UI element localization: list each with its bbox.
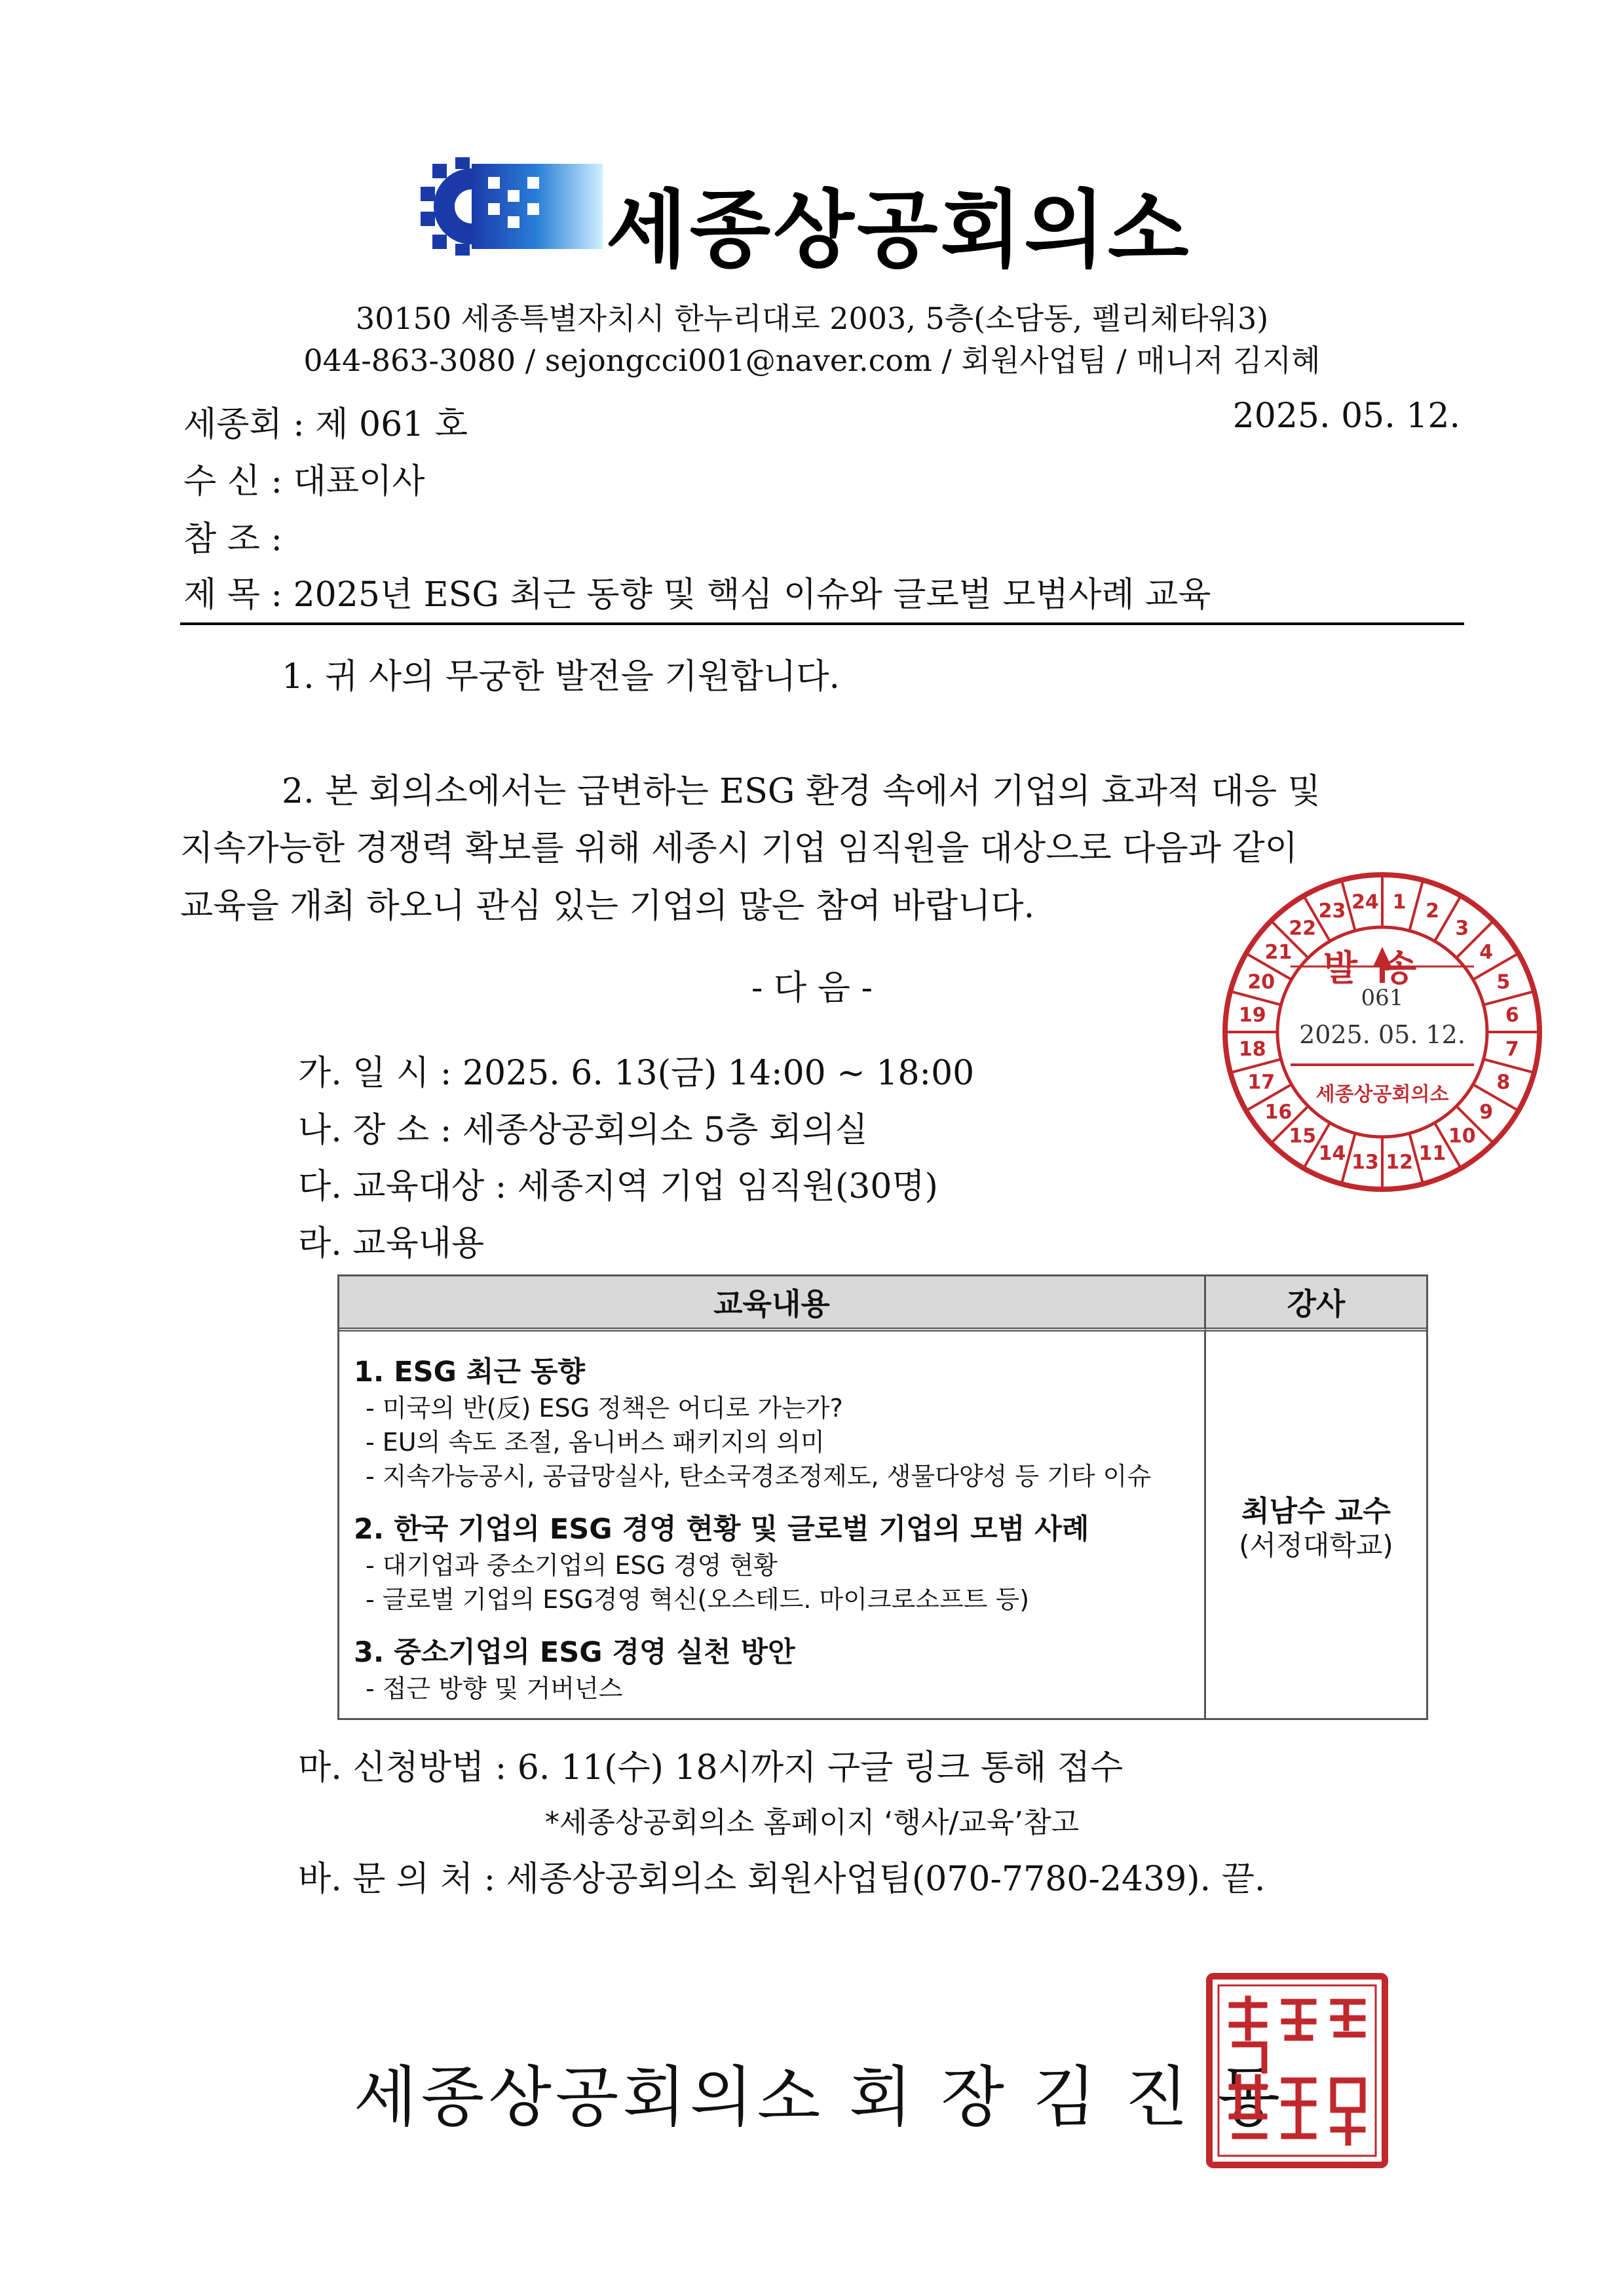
stamp-dial-number: 10 [1448,1124,1476,1148]
table-header-lecturer: 강사 [1206,1276,1426,1331]
section-2-sub-2: - 글로벌 기업의 ESG경영 혁신(오스테드. 마이크로소프트 등) [366,1585,1030,1614]
stamp-dial-number: 13 [1351,1151,1379,1174]
stamp-dial-number: 22 [1289,917,1317,940]
education-table [337,1274,1428,1720]
paragraph-1: 1. 귀 사의 무궁한 발전을 기원합니다. [282,657,840,697]
stamp-dial-number: 7 [1505,1038,1519,1062]
official-seal [1205,1972,1389,2169]
contact-line: 044-863-3080 / sejongcci001@naver.com / 회원사업팀 / 매니저 김지혜 [303,343,1321,378]
subject-divider [180,622,1464,625]
section-1-sub-1: - 미국의 반(反) ESG 정책은 어디로 가는가? [366,1394,843,1423]
item-venue: 나. 장 소 : 세종상공회의소 5층 회의실 [298,1111,868,1150]
stamp-number: 061 [1361,985,1404,1011]
stamp-dial-number: 8 [1496,1071,1511,1094]
paragraph-2-line-3: 교육을 개최 하오니 관심 있는 기업의 많은 참여 바랍니다. [180,887,1035,926]
stamp-org: 세종상공회의소 [1315,1083,1449,1106]
stamp-dial-number: 9 [1479,1100,1494,1124]
item-content-label: 라. 교육내용 [298,1224,485,1263]
doc-number: 세종회 : 제 061 호 [183,405,468,444]
section-1-sub-2: - EU의 속도 조절, 옴니버스 패키지의 의미 [366,1428,825,1457]
stamp-dial-number: 24 [1351,890,1379,914]
stamp-dial-number: 23 [1318,900,1346,923]
stamp-dial-number: 20 [1247,970,1275,994]
stamp-dial-number: 18 [1238,1038,1266,1062]
item-audience: 다. 교육대상 : 세종지역 기업 임직원(30명) [298,1167,938,1206]
org-logo [419,157,1205,279]
stamp-dial-number: 15 [1289,1124,1317,1148]
address-line: 30150 세종특별자치시 한누리대로 2003, 5층(소담동, 펠리체타워3) [355,301,1269,336]
stamp-dial-number: 19 [1238,1003,1266,1027]
recipient: 수 신 : 대표이사 [183,462,425,501]
stamp-dial-number: 2 [1426,900,1439,923]
stamp-dial-number: 17 [1247,1071,1275,1094]
stamp-dial-number: 11 [1418,1141,1446,1165]
stamp-dial-number: 16 [1264,1100,1293,1124]
dispatch-stamp [1218,868,1546,1196]
notice-heading: - 다 음 - [751,968,873,1008]
lecturer-name: 최남수 교수 [1241,1495,1391,1528]
section-1-title: 1. ESG 최근 동향 [354,1356,585,1388]
stamp-dial-number: 6 [1505,1003,1519,1027]
subject: 제 목 : 2025년 ESG 최근 동향 및 핵심 이슈와 글로벌 모범사례 교육 [183,575,1211,615]
application-note: *세종상공회의소 홈페이지 ‘행사/교육’참고 [544,1806,1080,1839]
section-2-title: 2. 한국 기업의 ESG 경영 현황 및 글로벌 기업의 모범 사례 [354,1513,1089,1546]
stamp-dial-number: 1 [1392,890,1407,914]
stamp-dial-number: 14 [1318,1141,1346,1165]
paragraph-2-line-2: 지속가능한 경쟁력 확보를 위해 세종시 기업 임직원을 대상으로 다음과 같이 [180,829,1298,868]
stamp-date: 2025. 05. 12. [1299,1020,1465,1049]
item-inquiry: 바. 문 의 처 : 세종상공회의소 회원사업팀(070-7780-2439). 끝. [298,1860,1266,1899]
lecturer-affiliation: (서정대학교) [1239,1529,1393,1561]
stamp-dial-number: 4 [1479,941,1494,965]
section-1-sub-3: - 지속가능공시, 공급망실사, 탄소국경조정제도, 생물다양성 등 기타 이슈 [366,1462,1152,1491]
reference: 참 조 : [183,520,283,559]
table-header-content: 교육내용 [339,1276,1206,1331]
stamp-label: 발송 [1323,947,1442,989]
item-application: 마. 신청방법 : 6. 11(수) 18시까지 구글 링크 통해 접수 [298,1748,1124,1788]
gear-logo-icon [419,157,603,256]
item-datetime: 가. 일 시 : 2025. 6. 13(금) 14:00 ~ 18:00 [298,1054,975,1093]
signature-line: 세종상공회의소 회 장 김 진 동 [354,2059,1285,2135]
section-3-title: 3. 중소기업의 ESG 경영 실천 방안 [354,1636,795,1669]
stamp-dial-tick [1409,880,1423,930]
org-name: 세종상공회의소 [606,182,1192,279]
doc-date: 2025. 05. 12. [1232,396,1460,436]
section-2-sub-1: - 대기업과 중소기업의 ESG 경영 현황 [366,1551,778,1580]
stamp-dial-number: 21 [1264,941,1293,965]
stamp-dial-number: 12 [1386,1151,1413,1174]
stamp-dial-number: 3 [1455,917,1469,940]
paragraph-2-line-1: 2. 본 회의소에서는 급변하는 ESG 환경 속에서 기업의 효과적 대응 및 [282,772,1321,811]
seal-icon [1205,1972,1389,2169]
section-3-sub-1: - 접근 방향 및 거버넌스 [366,1674,623,1703]
stamp-dial-number: 5 [1496,970,1511,994]
